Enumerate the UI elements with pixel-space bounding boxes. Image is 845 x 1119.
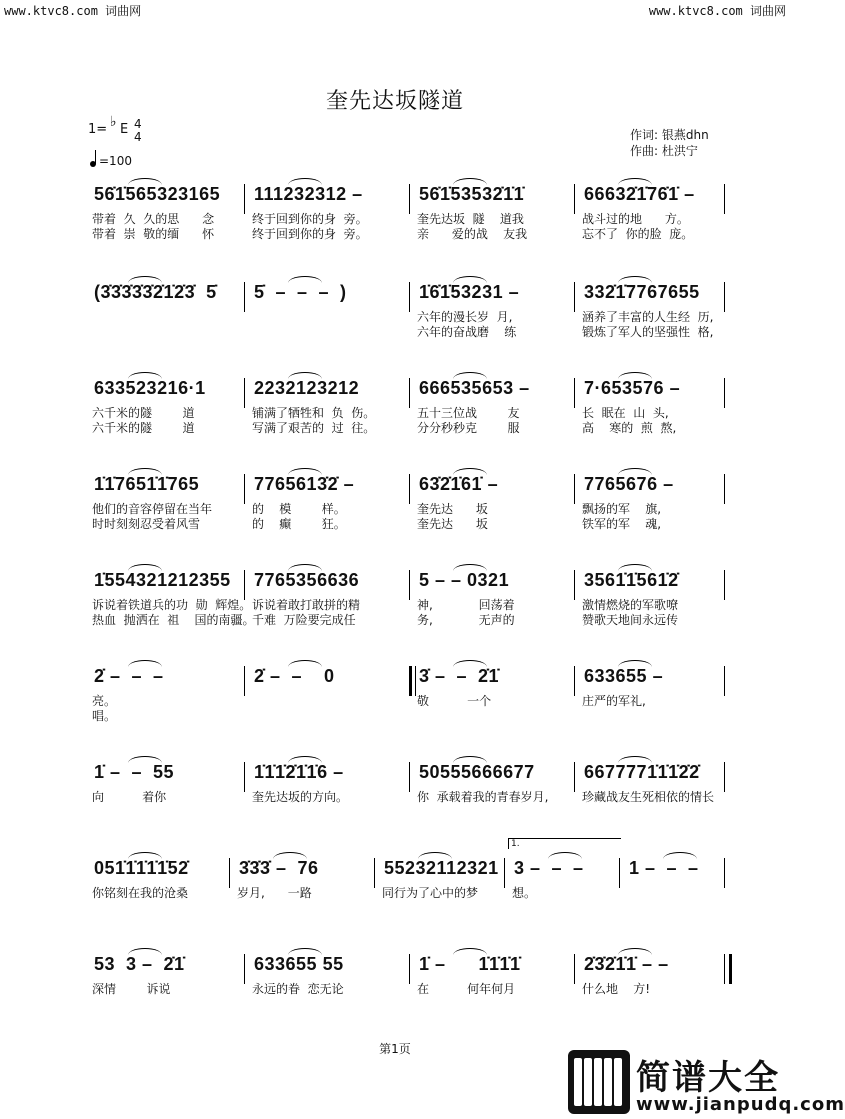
page-number: 第1页	[379, 1042, 411, 1056]
measure: 7765356636	[254, 570, 360, 590]
barline	[724, 954, 732, 984]
measure: 3 – – –	[514, 858, 584, 878]
slur	[128, 468, 162, 475]
barline	[244, 184, 245, 214]
slur	[453, 468, 487, 475]
slur	[618, 564, 652, 571]
lyric-segment: 诉说着敢打敢拼的精	[252, 598, 361, 612]
logo-text: 简谱大全	[636, 1058, 780, 1098]
slur	[418, 852, 452, 859]
barline	[229, 858, 230, 888]
time-signature-bottom: 4	[134, 130, 142, 144]
measure: 3̇ – – 2̇1̇	[419, 666, 500, 686]
lyric-segment: 珍藏战友生死相依的情长	[582, 790, 715, 804]
measure: 111232312 –	[254, 184, 363, 204]
lyric-segment: 终于回到你的身 旁。	[252, 212, 368, 226]
key-prefix: 1=	[88, 122, 108, 137]
time-signature-top: 4	[134, 117, 142, 131]
lyric-segment: 六年的漫长岁 月,	[417, 310, 513, 324]
slur	[128, 852, 162, 859]
barline	[409, 666, 416, 696]
lyric-segment: 带着 久 久的思 念	[92, 212, 215, 226]
measure: 633655 –	[584, 666, 664, 686]
slur	[288, 948, 322, 955]
tempo-marking	[90, 154, 132, 168]
barline	[409, 954, 410, 984]
notes-line	[88, 570, 728, 594]
lyric-segment: 带着 崇 敬的缅 怀	[92, 227, 215, 241]
slur	[288, 372, 322, 379]
slur	[453, 948, 487, 955]
slur	[453, 178, 487, 185]
lyric-segment: 激情燃烧的军歌嘹	[582, 598, 679, 612]
slur	[618, 276, 652, 283]
lyric-segment: 他们的音容停留在当年	[92, 502, 213, 516]
lyric-segment: 时时刻刻忍受着风雪	[92, 517, 201, 531]
lyric-segment: 向 着你	[92, 790, 167, 804]
lyric-segment: 永远的眷 恋无论	[252, 982, 344, 996]
lyric-segment: 同行为了心中的梦	[382, 886, 479, 900]
slur	[618, 468, 652, 475]
measure: 50555666677	[419, 762, 535, 782]
barline	[409, 378, 410, 408]
barline	[409, 282, 410, 312]
measure: 6677771̇1̇1̇2̇2̇	[584, 762, 700, 782]
barline	[244, 762, 245, 792]
slur	[453, 276, 487, 283]
measure: 5 – – 0321	[419, 570, 510, 590]
lyricist: 作词: 银燕dhn	[630, 128, 709, 142]
measure: 2̇ – – 0	[254, 666, 335, 686]
logo-url: www.jianpudq.com	[636, 1094, 845, 1115]
slur	[453, 756, 487, 763]
measure: 633523216·1	[94, 378, 206, 398]
barline	[724, 282, 725, 312]
slur	[288, 756, 322, 763]
notes-line	[88, 282, 728, 306]
slur	[128, 178, 162, 185]
score-system	[88, 178, 728, 258]
measure: 2̇ – – –	[94, 666, 164, 686]
barline	[724, 474, 725, 504]
lyric-segment: 亲 爱的战 友我	[417, 227, 528, 241]
slur	[273, 852, 307, 859]
barline	[724, 570, 725, 600]
notes-line	[88, 184, 728, 208]
site-logo	[568, 1050, 845, 1116]
measure: 1̇ – – 55	[94, 762, 175, 782]
notes-line	[88, 954, 728, 978]
lyric-segment: 你铭刻在我的沧桑	[92, 886, 189, 900]
measure: 2232123212	[254, 378, 360, 398]
composer: 作曲: 杜洪宁	[630, 144, 698, 158]
lyric-segment: 涵养了丰富的人生经 历,	[582, 310, 714, 324]
lyric-segment: 锻炼了军人的坚强性 格,	[582, 325, 714, 339]
lyric-segment: 想。	[512, 886, 537, 900]
slur	[663, 852, 697, 859]
barline	[724, 184, 725, 214]
slur	[288, 660, 322, 667]
barline	[244, 954, 245, 984]
measure: 53 3 – 2̇1̇	[94, 954, 185, 974]
score-system	[88, 948, 728, 1028]
lyric-segment: 六千米的隧 道	[92, 406, 195, 420]
lyric-segment: 战斗过的地 方。	[582, 212, 689, 226]
lyric-segment: 务, 无声的	[417, 613, 515, 627]
lyric-segment: 分分秒秒克 服	[417, 421, 520, 435]
measure: 1̇6̇1̇53231 –	[419, 282, 520, 302]
lyric-segment: 的 模 样。	[252, 502, 346, 516]
barline	[374, 858, 375, 888]
key-signature	[88, 114, 142, 144]
slur	[288, 178, 322, 185]
header-left: www.ktvc8.com 词曲网	[4, 4, 142, 18]
slur	[128, 756, 162, 763]
score-system	[88, 468, 728, 548]
score-system	[88, 276, 728, 356]
lyric-segment: 唱。	[92, 709, 117, 723]
lyric-segment: 五十三位战 友	[417, 406, 520, 420]
lyric-segment: 神, 回荡着	[417, 598, 515, 612]
measure: 3561̇1̇561̇2̇	[584, 570, 679, 590]
slur	[618, 948, 652, 955]
lyric-segment: 六千米的隧 道	[92, 421, 195, 435]
notes-line	[88, 858, 728, 882]
score-system	[88, 372, 728, 452]
time-signature	[134, 118, 142, 144]
barline	[409, 184, 410, 214]
measure: 55232112321	[384, 858, 499, 878]
lyric-segment: 敬 一个	[417, 694, 492, 708]
lyric-segment: 你 承载着我的青春岁月,	[417, 790, 549, 804]
measure: 3̇3̇3̇ – 76	[239, 858, 319, 878]
barline	[724, 762, 725, 792]
barline	[244, 282, 245, 312]
lyric-segment: 奎先达 坂	[417, 517, 488, 531]
measure: 1̇1̇1̇2̇1̇1̇6 –	[254, 762, 344, 782]
volta-bracket: 1.	[508, 838, 621, 849]
notes-line	[88, 762, 728, 786]
slur	[618, 178, 652, 185]
measure: 1̇554321212355	[94, 570, 231, 590]
lyric-segment: 高 寒的 煎 熬,	[582, 421, 677, 435]
slur	[288, 468, 322, 475]
slur	[128, 276, 162, 283]
measure: 1 – – –	[629, 858, 699, 878]
barline	[244, 474, 245, 504]
barline	[619, 858, 620, 888]
notes-line	[88, 378, 728, 402]
measure: 7765676 –	[584, 474, 674, 494]
measure: 666535653 –	[419, 378, 530, 398]
slur	[453, 660, 487, 667]
barline	[724, 666, 725, 696]
lyric-segment: 亮。	[92, 694, 117, 708]
lyric-segment: 写满了艰苦的 过 往。	[252, 421, 376, 435]
lyric-segment: 深情 诉说	[92, 982, 171, 996]
barline	[724, 858, 725, 888]
barline	[574, 762, 575, 792]
measure: 63̇2̇1̇61̇ –	[419, 474, 499, 494]
lyric-segment: 飘扬的军 旗,	[582, 502, 662, 516]
slur	[288, 276, 322, 283]
score-system	[88, 660, 728, 740]
notes-line	[88, 666, 728, 690]
slur	[128, 372, 162, 379]
page-title: 奎先达坂隧道	[325, 89, 464, 114]
score-system	[88, 839, 728, 932]
measure: 633655 55	[254, 954, 344, 974]
barline	[574, 474, 575, 504]
slur	[618, 756, 652, 763]
barline	[574, 570, 575, 600]
lyric-segment: 奎先达坂 隧 道我	[417, 212, 524, 226]
notes-line	[88, 474, 728, 498]
barline	[244, 666, 245, 696]
lyric-segment: 热血 抛洒在 祖 国的南疆。	[92, 613, 255, 627]
measure: 5̇ – – – )	[254, 282, 347, 302]
barline	[724, 378, 725, 408]
measure: 2̇3̇2̇1̇1̇ – –	[584, 954, 669, 974]
tempo-value: =100	[99, 154, 132, 168]
lyric-segment: 长 眠在 山 头,	[582, 406, 669, 420]
barline	[409, 762, 410, 792]
lyric-segment: 奎先达坂的方向。	[252, 790, 349, 804]
barline	[574, 954, 575, 984]
measure: 332̇1̇7767655	[584, 282, 700, 302]
barline	[504, 858, 505, 888]
header-right: www.ktvc8.com 词曲网	[648, 4, 786, 18]
lyric-segment: 在 何年何月	[417, 982, 516, 996]
measure: 1̇1̇7651̇1̇765	[94, 474, 200, 494]
slur	[128, 564, 162, 571]
piano-icon	[568, 1050, 630, 1114]
slur	[618, 660, 652, 667]
lyric-segment: 诉说着铁道兵的功 勋 辉煌。	[92, 598, 252, 612]
measure: 7·653576 –	[584, 378, 681, 398]
flat-symbol: ♭	[110, 114, 117, 130]
slur	[548, 852, 582, 859]
lyric-segment: 终于回到你的身 旁。	[252, 227, 368, 241]
lyric-segment: 六年的奋战磨 练	[417, 325, 517, 339]
measure: 56̇1̇565323165	[94, 184, 221, 204]
lyric-segment: 的 癫 狂。	[252, 517, 346, 531]
lyric-segment: 奎先达 坂	[417, 502, 488, 516]
barline	[409, 570, 410, 600]
measure: 56̇1̇53532̇1̇1̇	[419, 184, 525, 204]
barline	[574, 282, 575, 312]
barline	[409, 474, 410, 504]
barline	[574, 666, 575, 696]
measure: 1̇ – 1̇1̇1̇1̇	[419, 954, 521, 974]
measure: 051̇1̇1̇1̇1̇52̇	[94, 858, 189, 878]
slur	[453, 564, 487, 571]
lyric-segment: 铁军的军 魂,	[582, 517, 662, 531]
measure: (3̇3̇3̇3̇3̇2̇1̇2̇3̇ 5̇	[94, 282, 217, 302]
score-system	[88, 564, 728, 644]
barline	[574, 184, 575, 214]
slur	[128, 948, 162, 955]
lyric-segment: 庄严的军礼,	[582, 694, 646, 708]
barline	[574, 378, 575, 408]
key-letter: E	[120, 122, 129, 137]
lyric-segment: 千难 万险要完成任	[252, 613, 356, 627]
barline	[244, 378, 245, 408]
lyric-segment: 什么地 方!	[582, 982, 651, 996]
lyric-segment: 铺满了牺牲和 负 伤。	[252, 406, 376, 420]
lyric-segment: 忘不了 你的脸 庞。	[582, 227, 694, 241]
score-system	[88, 756, 728, 836]
slur	[453, 372, 487, 379]
lyric-segment: 赞歌天地间永远传	[582, 613, 679, 627]
lyric-segment: 岁月, 一路	[237, 886, 312, 900]
slur	[288, 564, 322, 571]
quarter-note-icon	[90, 161, 96, 167]
credits	[630, 127, 709, 159]
slur	[618, 372, 652, 379]
measure: 66632̇1̇76̇1̇ –	[584, 184, 695, 204]
measure: 7765613̇2̇ –	[254, 474, 355, 494]
slur	[128, 660, 162, 667]
